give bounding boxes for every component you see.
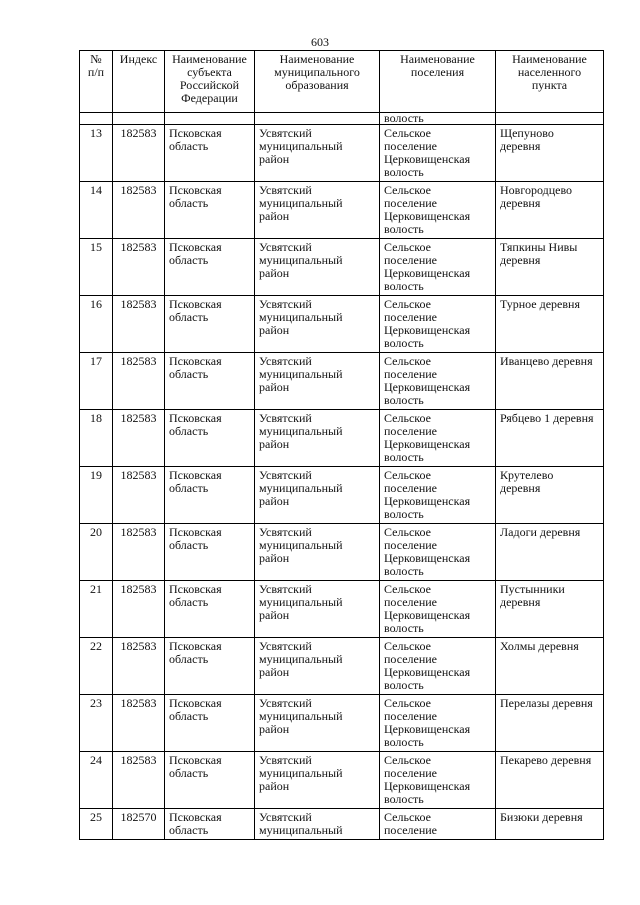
row-number: 25 xyxy=(80,809,113,840)
municipality-name: Усвятский муниципальный xyxy=(255,809,380,840)
postal-index: 182583 xyxy=(113,125,165,182)
table-row xyxy=(80,581,604,638)
subject-name: Псковская область xyxy=(165,752,255,809)
locality-name: Турное деревня xyxy=(496,296,604,353)
table-header-row xyxy=(80,51,604,113)
table-row xyxy=(80,638,604,695)
table-row xyxy=(80,410,604,467)
postal-index: 182583 xyxy=(113,467,165,524)
row-number: 19 xyxy=(80,467,113,524)
settlement-name: Сельское поселение Церковищенская волость xyxy=(380,182,496,239)
postal-index: 182583 xyxy=(113,581,165,638)
settlement-name: Сельское поселение Церковищенская волость xyxy=(380,125,496,182)
table-row xyxy=(80,239,604,296)
postal-index: 182583 xyxy=(113,239,165,296)
row-number: 15 xyxy=(80,239,113,296)
postal-index: 182583 xyxy=(113,695,165,752)
row-number: 24 xyxy=(80,752,113,809)
row-number: 14 xyxy=(80,182,113,239)
postal-index: 182583 xyxy=(113,353,165,410)
header-locality: Наименование населенного пункта xyxy=(496,51,604,113)
table-row xyxy=(80,125,604,182)
settlement-name: Сельское поселение Церковищенская волость xyxy=(380,353,496,410)
locality-name: Рябцево 1 деревня xyxy=(496,410,604,467)
settlement-name: Сельское поселение Церковищенская волость xyxy=(380,239,496,296)
postal-index: 182583 xyxy=(113,524,165,581)
header-municipality: Наименование муниципального образования xyxy=(255,51,380,113)
postal-index: 182583 xyxy=(113,296,165,353)
settlement-name: Сельское поселение Церковищенская волость xyxy=(380,467,496,524)
subject-name: Псковская область xyxy=(165,410,255,467)
row-number: 20 xyxy=(80,524,113,581)
municipality-name: Усвятский муниципальный район xyxy=(255,125,380,182)
locality-name: Новгородцево деревня xyxy=(496,182,604,239)
table-row xyxy=(80,296,604,353)
continuation-row xyxy=(80,113,604,125)
municipality-name: Усвятский муниципальный район xyxy=(255,410,380,467)
municipality-name: Усвятский муниципальный район xyxy=(255,353,380,410)
subject-name: Псковская область xyxy=(165,125,255,182)
header-subject: Наименование субъекта Российской Федерации xyxy=(165,51,255,113)
postal-index: 182583 xyxy=(113,752,165,809)
header-number: № п/п xyxy=(80,51,113,113)
locality-name: Перелазы деревня xyxy=(496,695,604,752)
subject-name: Псковская область xyxy=(165,809,255,840)
postal-index: 182570 xyxy=(113,809,165,840)
locality-name: Щепуново деревня xyxy=(496,125,604,182)
subject-name: Псковская область xyxy=(165,182,255,239)
locality-name: Тяпкины Нивы деревня xyxy=(496,239,604,296)
subject-name: Псковская область xyxy=(165,467,255,524)
municipality-name: Усвятский муниципальный район xyxy=(255,638,380,695)
row-number: 16 xyxy=(80,296,113,353)
continuation-settlement: волость xyxy=(380,113,496,125)
row-number: 21 xyxy=(80,581,113,638)
municipality-name: Усвятский муниципальный район xyxy=(255,296,380,353)
postal-index: 182583 xyxy=(113,410,165,467)
subject-name: Псковская область xyxy=(165,296,255,353)
table-row xyxy=(80,752,604,809)
settlement-name: Сельское поселение Церковищенская волость xyxy=(380,581,496,638)
table-row xyxy=(80,524,604,581)
subject-name: Псковская область xyxy=(165,695,255,752)
settlement-name: Сельское поселение Церковищенская волость xyxy=(380,695,496,752)
row-number: 23 xyxy=(80,695,113,752)
municipality-name: Усвятский муниципальный район xyxy=(255,239,380,296)
settlement-name: Сельское поселение Церковищенская волость xyxy=(380,524,496,581)
subject-name: Псковская область xyxy=(165,353,255,410)
settlement-name: Сельское поселение Церковищенская волость xyxy=(380,638,496,695)
header-settlement: Наименование поселения xyxy=(380,51,496,113)
settlement-name: Сельское поселение Церковищенская волость xyxy=(380,752,496,809)
locality-name: Пустынники деревня xyxy=(496,581,604,638)
locality-name: Бизюки деревня xyxy=(496,809,604,840)
subject-name: Псковская область xyxy=(165,239,255,296)
settlement-name: Сельское поселение Церковищенская волость xyxy=(380,410,496,467)
row-number: 18 xyxy=(80,410,113,467)
postal-index: 182583 xyxy=(113,182,165,239)
header-index: Индекс xyxy=(113,51,165,113)
locality-name: Пекарево деревня xyxy=(496,752,604,809)
row-number: 17 xyxy=(80,353,113,410)
table-row xyxy=(80,695,604,752)
row-number: 22 xyxy=(80,638,113,695)
table-row xyxy=(80,353,604,410)
page-number: 603 xyxy=(311,35,329,49)
table-row xyxy=(80,467,604,524)
locality-name: Крутелево деревня xyxy=(496,467,604,524)
municipality-name: Усвятский муниципальный район xyxy=(255,524,380,581)
row-number: 13 xyxy=(80,125,113,182)
locality-name: Иванцево деревня xyxy=(496,353,604,410)
municipality-name: Усвятский муниципальный район xyxy=(255,467,380,524)
table-row xyxy=(80,809,604,840)
locality-name: Ладоги деревня xyxy=(496,524,604,581)
subject-name: Псковская область xyxy=(165,638,255,695)
table-row xyxy=(80,182,604,239)
municipality-name: Усвятский муниципальный район xyxy=(255,182,380,239)
settlement-name: Сельское поселение Церковищенская волость xyxy=(380,296,496,353)
settlement-name: Сельское поселение xyxy=(380,809,496,840)
municipality-name: Усвятский муниципальный район xyxy=(255,581,380,638)
subject-name: Псковская область xyxy=(165,524,255,581)
subject-name: Псковская область xyxy=(165,581,255,638)
settlements-table xyxy=(79,50,604,840)
locality-name: Холмы деревня xyxy=(496,638,604,695)
municipality-name: Усвятский муниципальный район xyxy=(255,752,380,809)
municipality-name: Усвятский муниципальный район xyxy=(255,695,380,752)
postal-index: 182583 xyxy=(113,638,165,695)
